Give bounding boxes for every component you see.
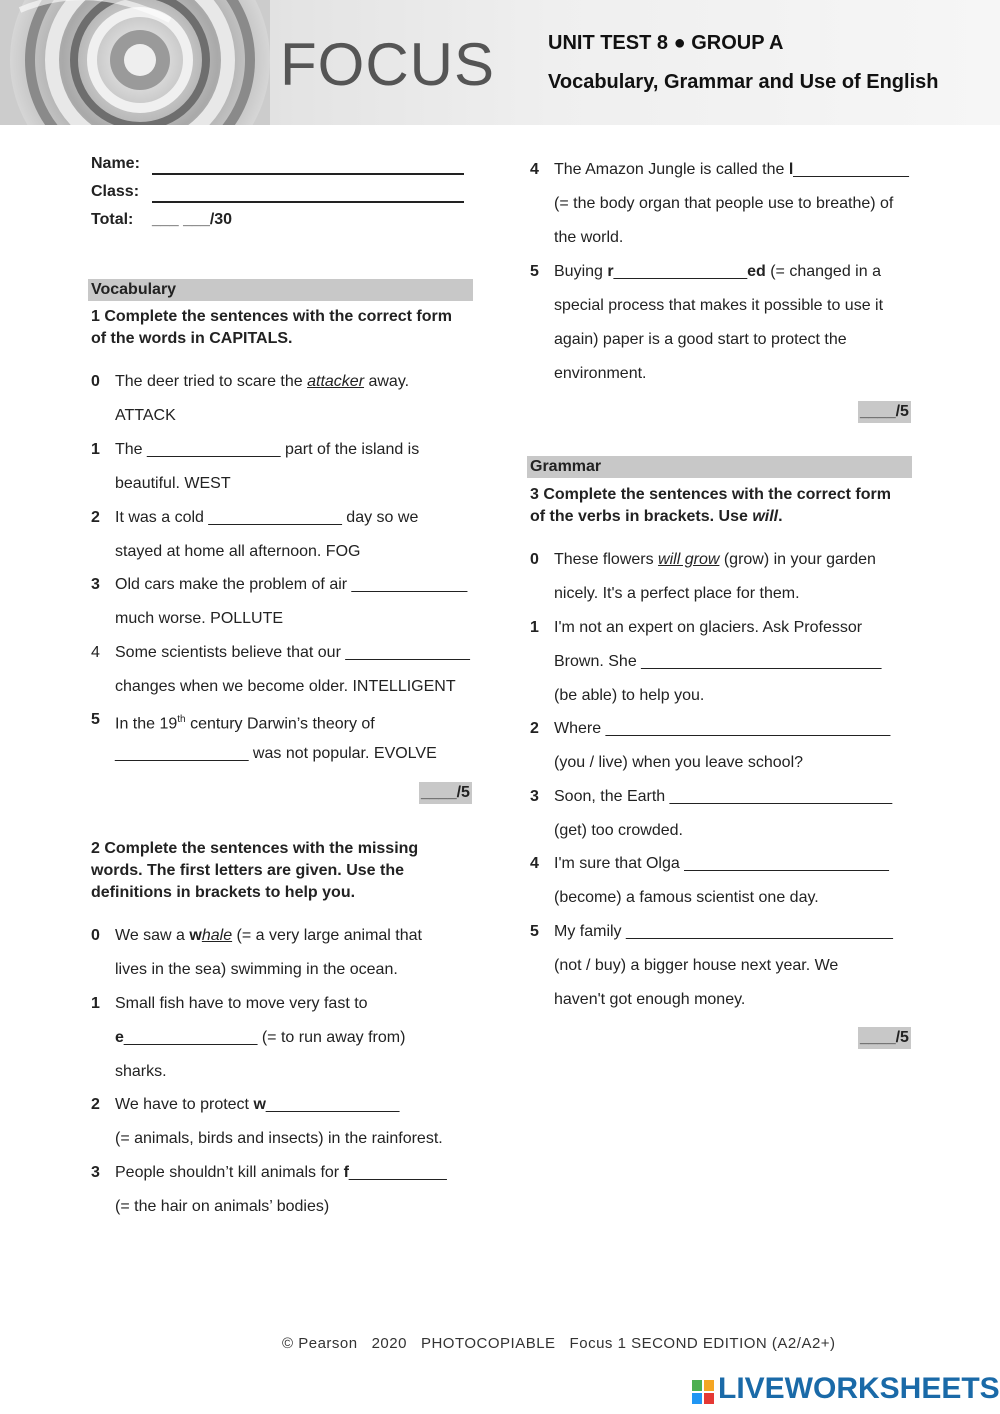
example-answer: attacker <box>307 373 365 390</box>
name-label: Name: <box>91 155 140 172</box>
ex3-score: ____/5 <box>858 1027 911 1049</box>
total-score: ___ ___/30 <box>152 211 233 228</box>
ex1-instruction: 1 Complete the sentences with the correct form of the words in CAPITALS. <box>91 308 452 347</box>
test-subtitle: Vocabulary, Grammar and Use of English <box>548 71 939 93</box>
class-input-line[interactable] <box>152 201 464 203</box>
ex3-instruction: 3 Complete the sentences with the correct form of the verbs in brackets. Use will. <box>530 486 891 525</box>
grammar-section-header: Grammar <box>527 456 912 478</box>
ex1-score: ____/5 <box>419 782 472 804</box>
ex2-score: ____/5 <box>858 401 911 423</box>
total-label: Total: <box>91 211 134 228</box>
test-title: UNIT TEST 8 ● GROUP A <box>548 32 784 54</box>
example-answer: will grow <box>658 551 720 568</box>
header-banner <box>0 0 1000 125</box>
class-label: Class: <box>91 183 140 200</box>
name-input-line[interactable] <box>152 173 464 175</box>
brand-logo-text: FOCUS <box>280 31 495 98</box>
vocabulary-section-header: Vocabulary <box>88 279 473 301</box>
example-answer: hale <box>201 927 233 944</box>
copyright-footer: © Pearson 2020 PHOTOCOPIABLE Focus 1 SECOND EDITION (A2/A2+) <box>282 1335 836 1352</box>
liveworksheets-watermark: LIVEWORKSHEETS <box>718 1372 1000 1405</box>
ex2-instruction: 2 Complete the sentences with the missing words. The first letters are given. Use the definitions in brackets to help you. <box>91 840 419 901</box>
liveworksheets-logo-icon <box>692 1380 714 1404</box>
focus-logo-swirl <box>0 0 270 125</box>
